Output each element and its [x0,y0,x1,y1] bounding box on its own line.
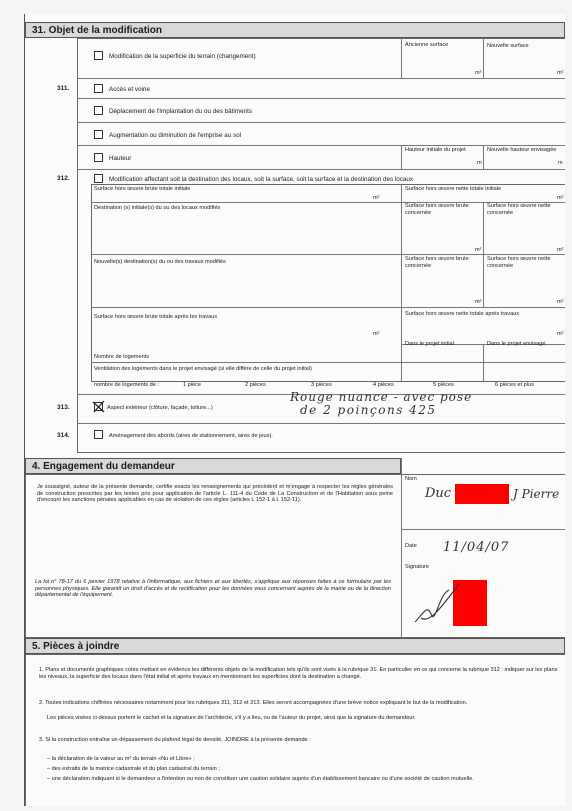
unit-m2: m² [557,195,564,201]
piece-bullet-3: – une déclaration indiquant si le demandeur a l'intention ou non de constituer une caution solidaire auprès d'un établissement bancaire ou d'une société de caution mutuelle. [47,776,474,782]
piece-3: 3 pièces [311,382,332,388]
piece-2: 2 pièces [245,382,266,388]
checkbox-deplacement[interactable] [94,106,103,115]
label-deplacement: Déplacement de l'Implantation du ou des bâtiments [109,108,252,115]
unit-m2: m² [557,299,564,305]
label-destination: Modification affectant soit la destination des locaux, soit la surface, soit la surface et la destination des locaux [109,176,414,183]
rubrique-312: 312. [57,175,70,182]
nom-handwritten: Duc [425,486,452,501]
checkbox-emprise[interactable] [94,130,103,139]
unit-m2: m² [557,70,564,76]
nb-logements-de: nombre de logements de : [94,382,159,388]
label-acces-voirie: Accès et voirie [109,86,150,93]
unit-m2: m² [557,247,564,253]
rubrique-311: 311. [57,85,70,92]
destination-initiale: Destination (s) initiale(s) du ou des locaux modifiés [94,205,221,211]
label-hauteur: Hauteur [109,155,132,162]
piece-6: 6 pièces et plus [495,382,534,388]
checkbox-destination[interactable] [94,174,103,183]
shob-concernee-2: Surface hors œuvre brute concernée [405,256,469,269]
shob-concernee: Surface hors œuvre brute concernée [405,203,469,216]
date-label: Date [405,543,417,549]
signature-scribble [409,574,489,630]
redaction-nom [455,484,509,504]
piece-item-2b: Les pièces visées ci-dessus portent le cachet et la signature de l'architecte, s'il y a lieu, ou de l'auteur du projet, ainsi que la signature du demandeur. [47,715,416,721]
piece-5: 5 pièces [433,382,454,388]
shon-initiale: Surface hors œuvre nette totale initiale [405,186,502,192]
shon-apres: Surface hors œuvre nette totale après travaux [405,311,520,317]
label-aspect: Aspect extérieur (clôture, façade, toiture...) [107,405,213,411]
destination-nouvelle: Nouvelle(s) destination(s) du ou des travaux modifiés [94,259,226,265]
unit-m: m [558,160,563,166]
shob-apres: Surface hors œuvre brute totale après les travaux [94,314,218,320]
shob-initiale: Surface hors œuvre brute totale initiale [94,186,191,192]
label-superficie: Modification de la superficie du terrain (changement) [109,53,256,60]
piece-item-2a: 2. Toutes indications chiffrées nécessaires notamment pour les rubriques 311, 312 et 313. Elles seront accompagnées d'une brève notice expliquant le but de la modification. [39,700,468,706]
form-page [24,14,565,806]
rubrique-313: 313. [57,404,70,411]
piece-1: 1 pièce [183,382,202,388]
col-nouvelle-surface: Nouvelle surface [487,43,529,49]
ventilation: Ventilation des logements dans le projet envisagé (si elle diffère de celle du projet initial) [94,366,312,372]
checkmark-icon [91,399,106,414]
projet-initial: Dans le projet initial [405,341,454,347]
handwritten-313-line1: Rouge nuance - avec pose [290,390,473,404]
col-hauteur-nouvelle: Nouvelle hauteur envisagée [487,147,557,153]
label-amenagement: Aménagement des abords (aires de stationnement, aires de jeux). [109,433,273,439]
unit-m2: m² [373,195,380,201]
checkbox-acces-voirie[interactable] [94,84,103,93]
unit-m2: m² [475,70,482,76]
checkbox-hauteur[interactable] [94,153,103,162]
unit-m2: m² [475,299,482,305]
checkbox-amenagement[interactable] [94,430,103,439]
label-emprise: Augmentation ou diminution de l'emprise au sol [109,132,242,139]
date-handwritten: 11/04/07 [443,540,510,555]
nom-label: Nom [405,476,417,482]
col-ancienne-surface: Ancienne surface [405,42,449,48]
section-5-header: 5. Pièces à joindre [25,638,565,654]
nombre-logements: Nombre de logements [94,354,150,360]
shon-concernee: Surface hors œuvre nette concernée [487,203,551,216]
rubrique-314: 314. [57,432,70,439]
piece-4: 4 pièces [373,382,394,388]
checkbox-superficie[interactable] [94,51,103,60]
unit-m2: m² [373,331,380,337]
prenom-handwritten: J Pierre [513,487,560,501]
unit-m: m [477,160,482,166]
shon-concernee-2: Surface hors œuvre nette concernée [487,256,551,269]
section-31-header: 31. Objet de la modification [25,22,565,38]
piece-bullet-2: – des extraits de la matrice cadastrale et du plan cadastral du terrain ; [47,766,220,772]
piece-item-3: 3. Si la construction entraîne un dépassement du plafond légal de densité, JOINDRE à la présente demande : [39,737,311,743]
engagement-text: Je soussigné, auteur de la présente demande, certifie exacts les renseignements qui précèdent et m'engage à respecter les règles générales de construction prescrites par les textes pris pour application de l'article L. 111-4 du Code de La Construction et de l'Habitation sous peine d'encourir les sanctions pénales applicables en cas de violation de ces règles (articles L 152-1 à L 152-11). [37,484,393,503]
piece-item-1: 1. Plans et documents graphiques cotés mettant en évidence les différents objets de la modification tels qu'ils sont visés à la rubrique 31. En particulier en ce qui concerne la rubrique 312 : indiquer sur les plans les niveaux, la superficie des locaux dans l'état initial et après travaux en mentionnant les superficies dont la destination a changé. [39,667,558,680]
section-4-header: 4. Engagement du demandeur [25,458,401,474]
piece-bullet-1: – la déclaration de la valeur au m² du terrain «Nu et Libre» ; [47,756,195,762]
unit-m2: m² [475,247,482,253]
projet-envisage: Dans le projet envisagé [487,341,546,347]
col-hauteur-initiale: Hauteur initiale du projet [405,147,466,153]
unit-m2: m² [557,331,564,337]
handwritten-313-line2: de 2 poinçons 425 [300,403,437,417]
loi-text: La loi n° 78-17 du 6 janvier 1978 relative à l'informatique, aux fichiers et aux libertés, s'applique aux réponses faites à ce formulaire par les personnes physiques. Elle garantit un droit d'accès et de rectification pour les données vous concernant auprès de la mairie ou de la direction départemental de l'équipement. [35,579,391,598]
signature-label: Signature [405,564,429,570]
